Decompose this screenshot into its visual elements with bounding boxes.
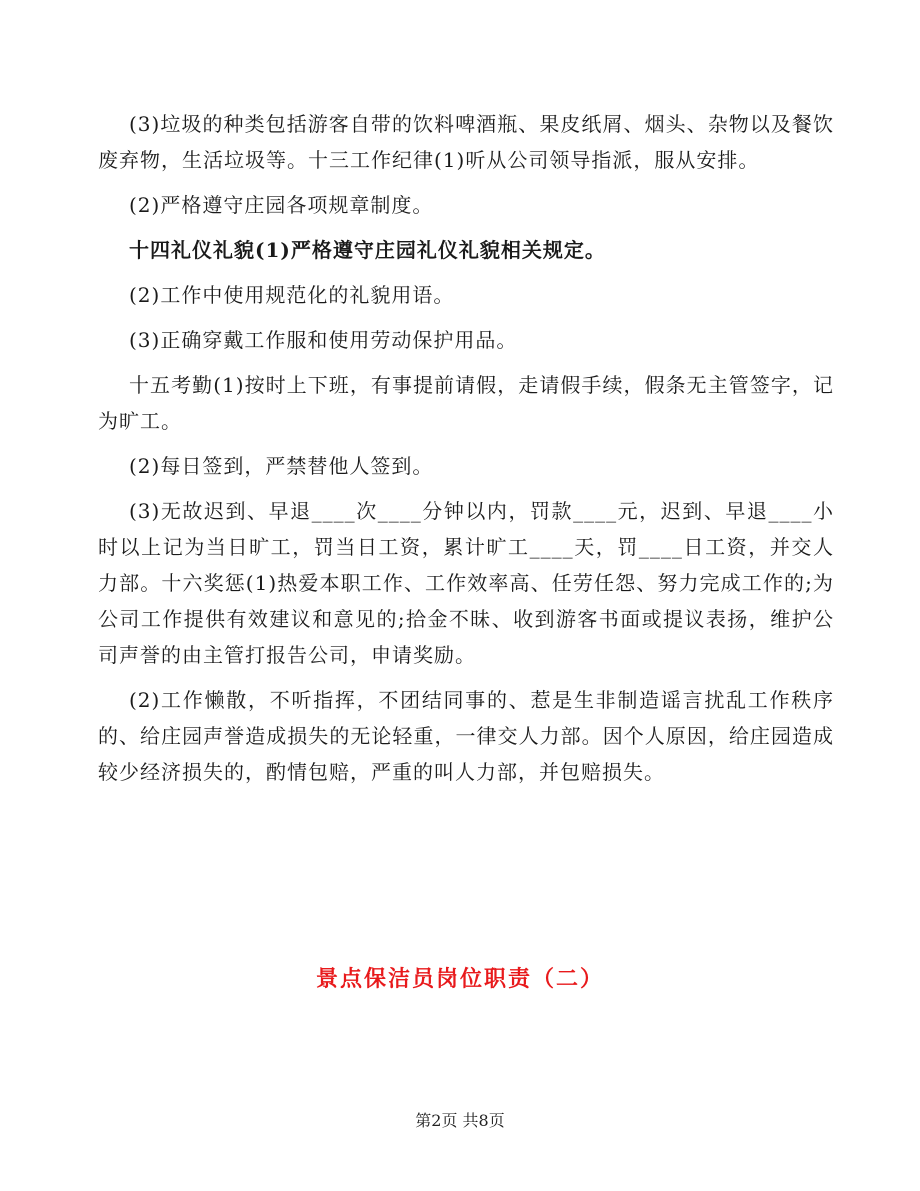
- section-title: 景点保洁员岗位职责（二）: [315, 966, 604, 992]
- paragraph-garbage-types: (3)垃圾的种类包括游客自带的饮料啤酒瓶、果皮纸屑、烟头、杂物以及餐饮废弃物，生活垃圾等。十三工作纪律(1)听从公司领导指派，服从安排。: [98, 112, 834, 172]
- document-body: [98, 106, 834, 799]
- paragraph-rules: (2)严格遵守庄园各项规章制度。: [129, 193, 434, 217]
- page-number: 第2页 共8页: [415, 1111, 505, 1130]
- paragraph-polite-language: (2)工作中使用规范化的礼貌用语。: [129, 283, 455, 307]
- paragraph-etiquette: 十四礼仪礼貌(1)严格遵守庄园礼仪礼貌相关规定。: [129, 238, 606, 262]
- paragraph-attendance: 十五考勤(1)按时上下班，有事提前请假，走请假手续，假条无主管签字，记为旷工。: [98, 373, 834, 433]
- paragraph-penalties-rewards: (3)无故迟到、早退____次____分钟以内，罚款____元，迟到、早退____小时以上记为当日旷工，罚当日工资，累计旷工____天，罚____日工资，并交人力部。十六奖惩(1)热爱本职工作、工作效率高、任劳任怨、努力完成工作的;为公司工作提供有效建议和意见的;拾金不昧、收到游客书面或提议表扬，维护公司声誉的由主管打报告公司，申请奖励。: [98, 499, 834, 667]
- paragraph-uniform: (3)正确穿戴工作服和使用劳动保护用品。: [129, 328, 518, 352]
- paragraph-sign-in: (2)每日签到，严禁替他人签到。: [129, 454, 434, 478]
- paragraph-discipline: (2)工作懒散，不听指挥，不团结同事的、惹是生非制造谣言扰乱工作秩序的、给庄园声誉造成损失的无论轻重，一律交人力部。因个人原因，给庄园造成较少经济损失的，酌情包赔，严重的叫人力部，并包赔损失。: [98, 688, 834, 784]
